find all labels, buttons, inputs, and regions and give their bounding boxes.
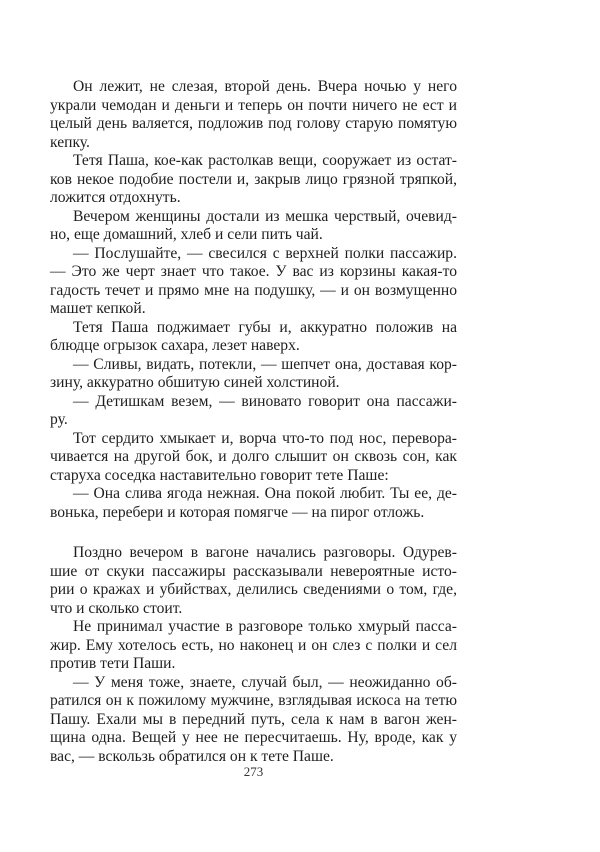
- paragraph: [50, 152, 457, 208]
- text-line: — Детишкам везем, — виновато говорит она пассажи-: [73, 392, 457, 410]
- text-line: Не принимал участие в разговоре только хмурый пасса-: [73, 618, 457, 635]
- text-line: Тетя Паша, кое-как растолкав вещи, сооружает из остат-: [73, 152, 457, 169]
- text-line: рии о кражах и убийствах, делились сведениями о том, где,: [50, 581, 457, 598]
- section-break: [50, 522, 457, 544]
- page-number: 273: [243, 764, 264, 779]
- text-line: кепку.: [50, 133, 90, 151]
- paragraph: [50, 208, 457, 245]
- text-line: машет кепкой.: [50, 300, 146, 317]
- text-line: зину, аккуратно обшитую синей холстиной.: [50, 374, 340, 391]
- text-line: — Послушайте, — свесился с верхней полки пассажир.: [73, 244, 457, 262]
- text-line: Тетя Паша поджимает губы и, аккуратно положив на: [73, 318, 457, 336]
- text-line: ков некое подобие постели и, закрыв лицо грязной тряпкой,: [50, 170, 457, 188]
- text-line: старуха соседка наставительно говорит тете Паше:: [50, 466, 389, 484]
- text-line: Поздно вечером в вагоне начались разговоры. Одурев-: [73, 544, 457, 561]
- text-line: чивается на другой бок, и долго слышит он сквозь сон, как: [50, 448, 457, 465]
- paragraph: [50, 485, 457, 522]
- text-line: ру.: [50, 411, 68, 428]
- text-line: Пашу. Ехали мы в передний путь, села к нам в вагон жен-: [50, 710, 457, 728]
- paragraph: [50, 245, 457, 319]
- text-line: вас, — вскользь обратился он к тете Паше.: [50, 747, 334, 765]
- paragraph: [50, 430, 457, 486]
- text-line: жир. Ему хотелось есть, но наконец и он слез с полки и сел: [50, 636, 457, 654]
- text-line: щина одна. Вещей у нее не пересчитаешь. Ну, вроде, как у: [50, 729, 457, 746]
- text-line: целый день валяется, подложив под голову старую помятую: [50, 115, 457, 132]
- paragraph: [50, 319, 457, 356]
- text-line: блюдце огрызок сахара, лезет наверх.: [50, 337, 300, 354]
- text-line: — Она слива ягода нежная. Она покой любит. Ты ее, де-: [73, 485, 457, 502]
- text-line: украли чемодан и деньги и теперь он почти ничего не ест и: [50, 96, 457, 114]
- page-body-text: [50, 78, 457, 766]
- paragraph: [50, 356, 457, 393]
- text-line: ратился он к пожилому мужчине, взглядывая искоса на тетю: [50, 692, 457, 709]
- text-line: Тот сердито хмыкает и, ворча что-то под нос, перевора-: [73, 429, 457, 447]
- paragraph: [50, 393, 457, 430]
- text-line: что и сколько стоит.: [50, 599, 183, 617]
- paragraph: [50, 78, 457, 152]
- text-line: — Это же черт знает что такое. У вас из корзины какая-то: [50, 263, 457, 280]
- text-line: гадость течет и прямо мне на подушку, — и он возмущенно: [50, 281, 457, 299]
- paragraph: [50, 618, 457, 674]
- paragraph: [50, 674, 457, 767]
- text-line: вонька, перебери и которая помягче — на пирог отложь.: [50, 503, 425, 521]
- paragraph: [50, 544, 457, 618]
- text-line: против тети Паши.: [50, 655, 176, 672]
- text-line: Он лежит, не слезая, второй день. Вчера ночью у него: [73, 78, 457, 95]
- text-line: ложится отдохнуть.: [50, 189, 181, 206]
- text-line: — Сливы, видать, потекли, — шепчет она, доставая кор-: [73, 355, 457, 373]
- text-line: но, еще домашний, хлеб и сели пить чай.: [50, 226, 323, 243]
- text-line: Вечером женщины достали из мешка черствый, очевид-: [73, 207, 457, 225]
- text-line: — У меня тоже, знаете, случай был, — неожиданно об-: [73, 673, 457, 691]
- text-line: шие от скуки пассажиры рассказывали невероятные исто-: [50, 562, 457, 580]
